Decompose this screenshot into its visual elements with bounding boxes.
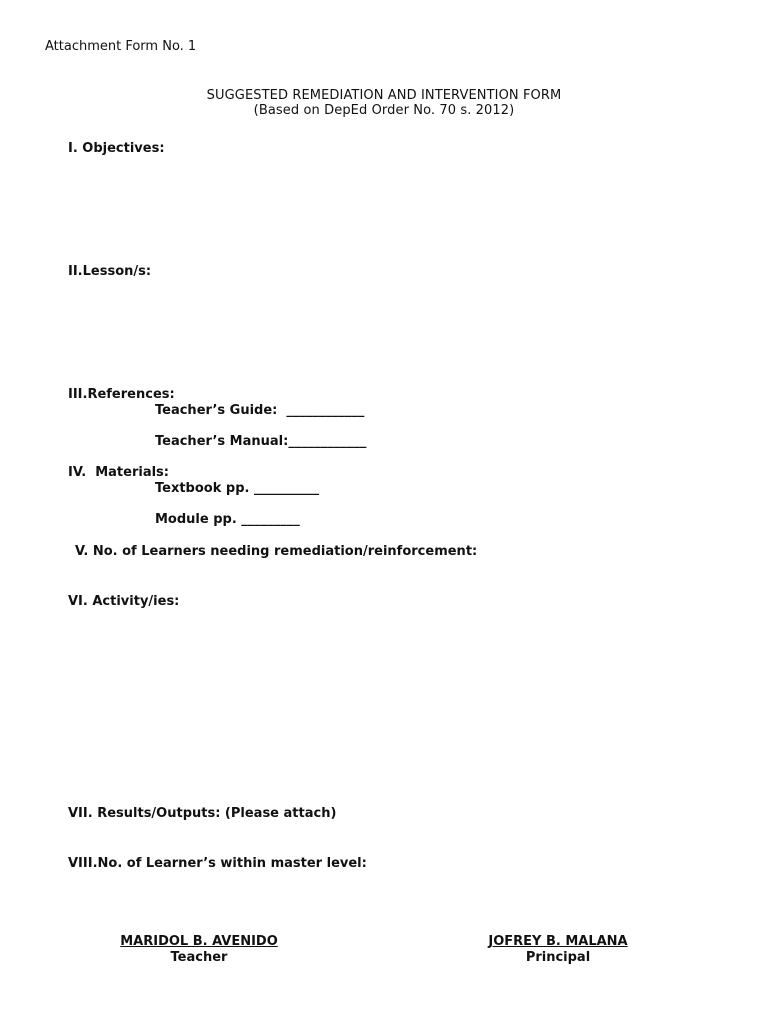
form-title: SUGGESTED REMEDIATION AND INTERVENTION FORM [206,88,562,103]
section-master-level: VIII.No. of Learner’s within master level: [68,856,367,871]
teachers-guide-line: Teacher’s Guide: ____________ [155,403,365,418]
section-activities: VI. Activity/ies: [68,594,180,609]
section-results: VII. Results/Outputs: (Please attach) [68,806,337,821]
section-materials: IV. Materials: [68,465,169,480]
module-line: Module pp. _________ [155,512,300,527]
teacher-role: Teacher [170,950,228,965]
section-objectives: I. Objectives: [68,141,165,156]
principal-role: Principal [525,950,591,965]
attachment-label: Attachment Form No. 1 [45,39,197,54]
section-lessons: II.Lesson/s: [68,264,152,279]
section-learners: V. No. of Learners needing remediation/reinforcement: [75,544,478,559]
teachers-manual-line: Teacher’s Manual:____________ [155,434,367,449]
form-subtitle: (Based on DepEd Order No. 70 s. 2012) [253,103,515,118]
section-references: III.References: [68,387,175,402]
principal-name: JOFREY B. MALANA [488,934,628,949]
textbook-line: Textbook pp. __________ [155,481,319,496]
teacher-name: MARIDOL B. AVENIDO [120,934,278,949]
